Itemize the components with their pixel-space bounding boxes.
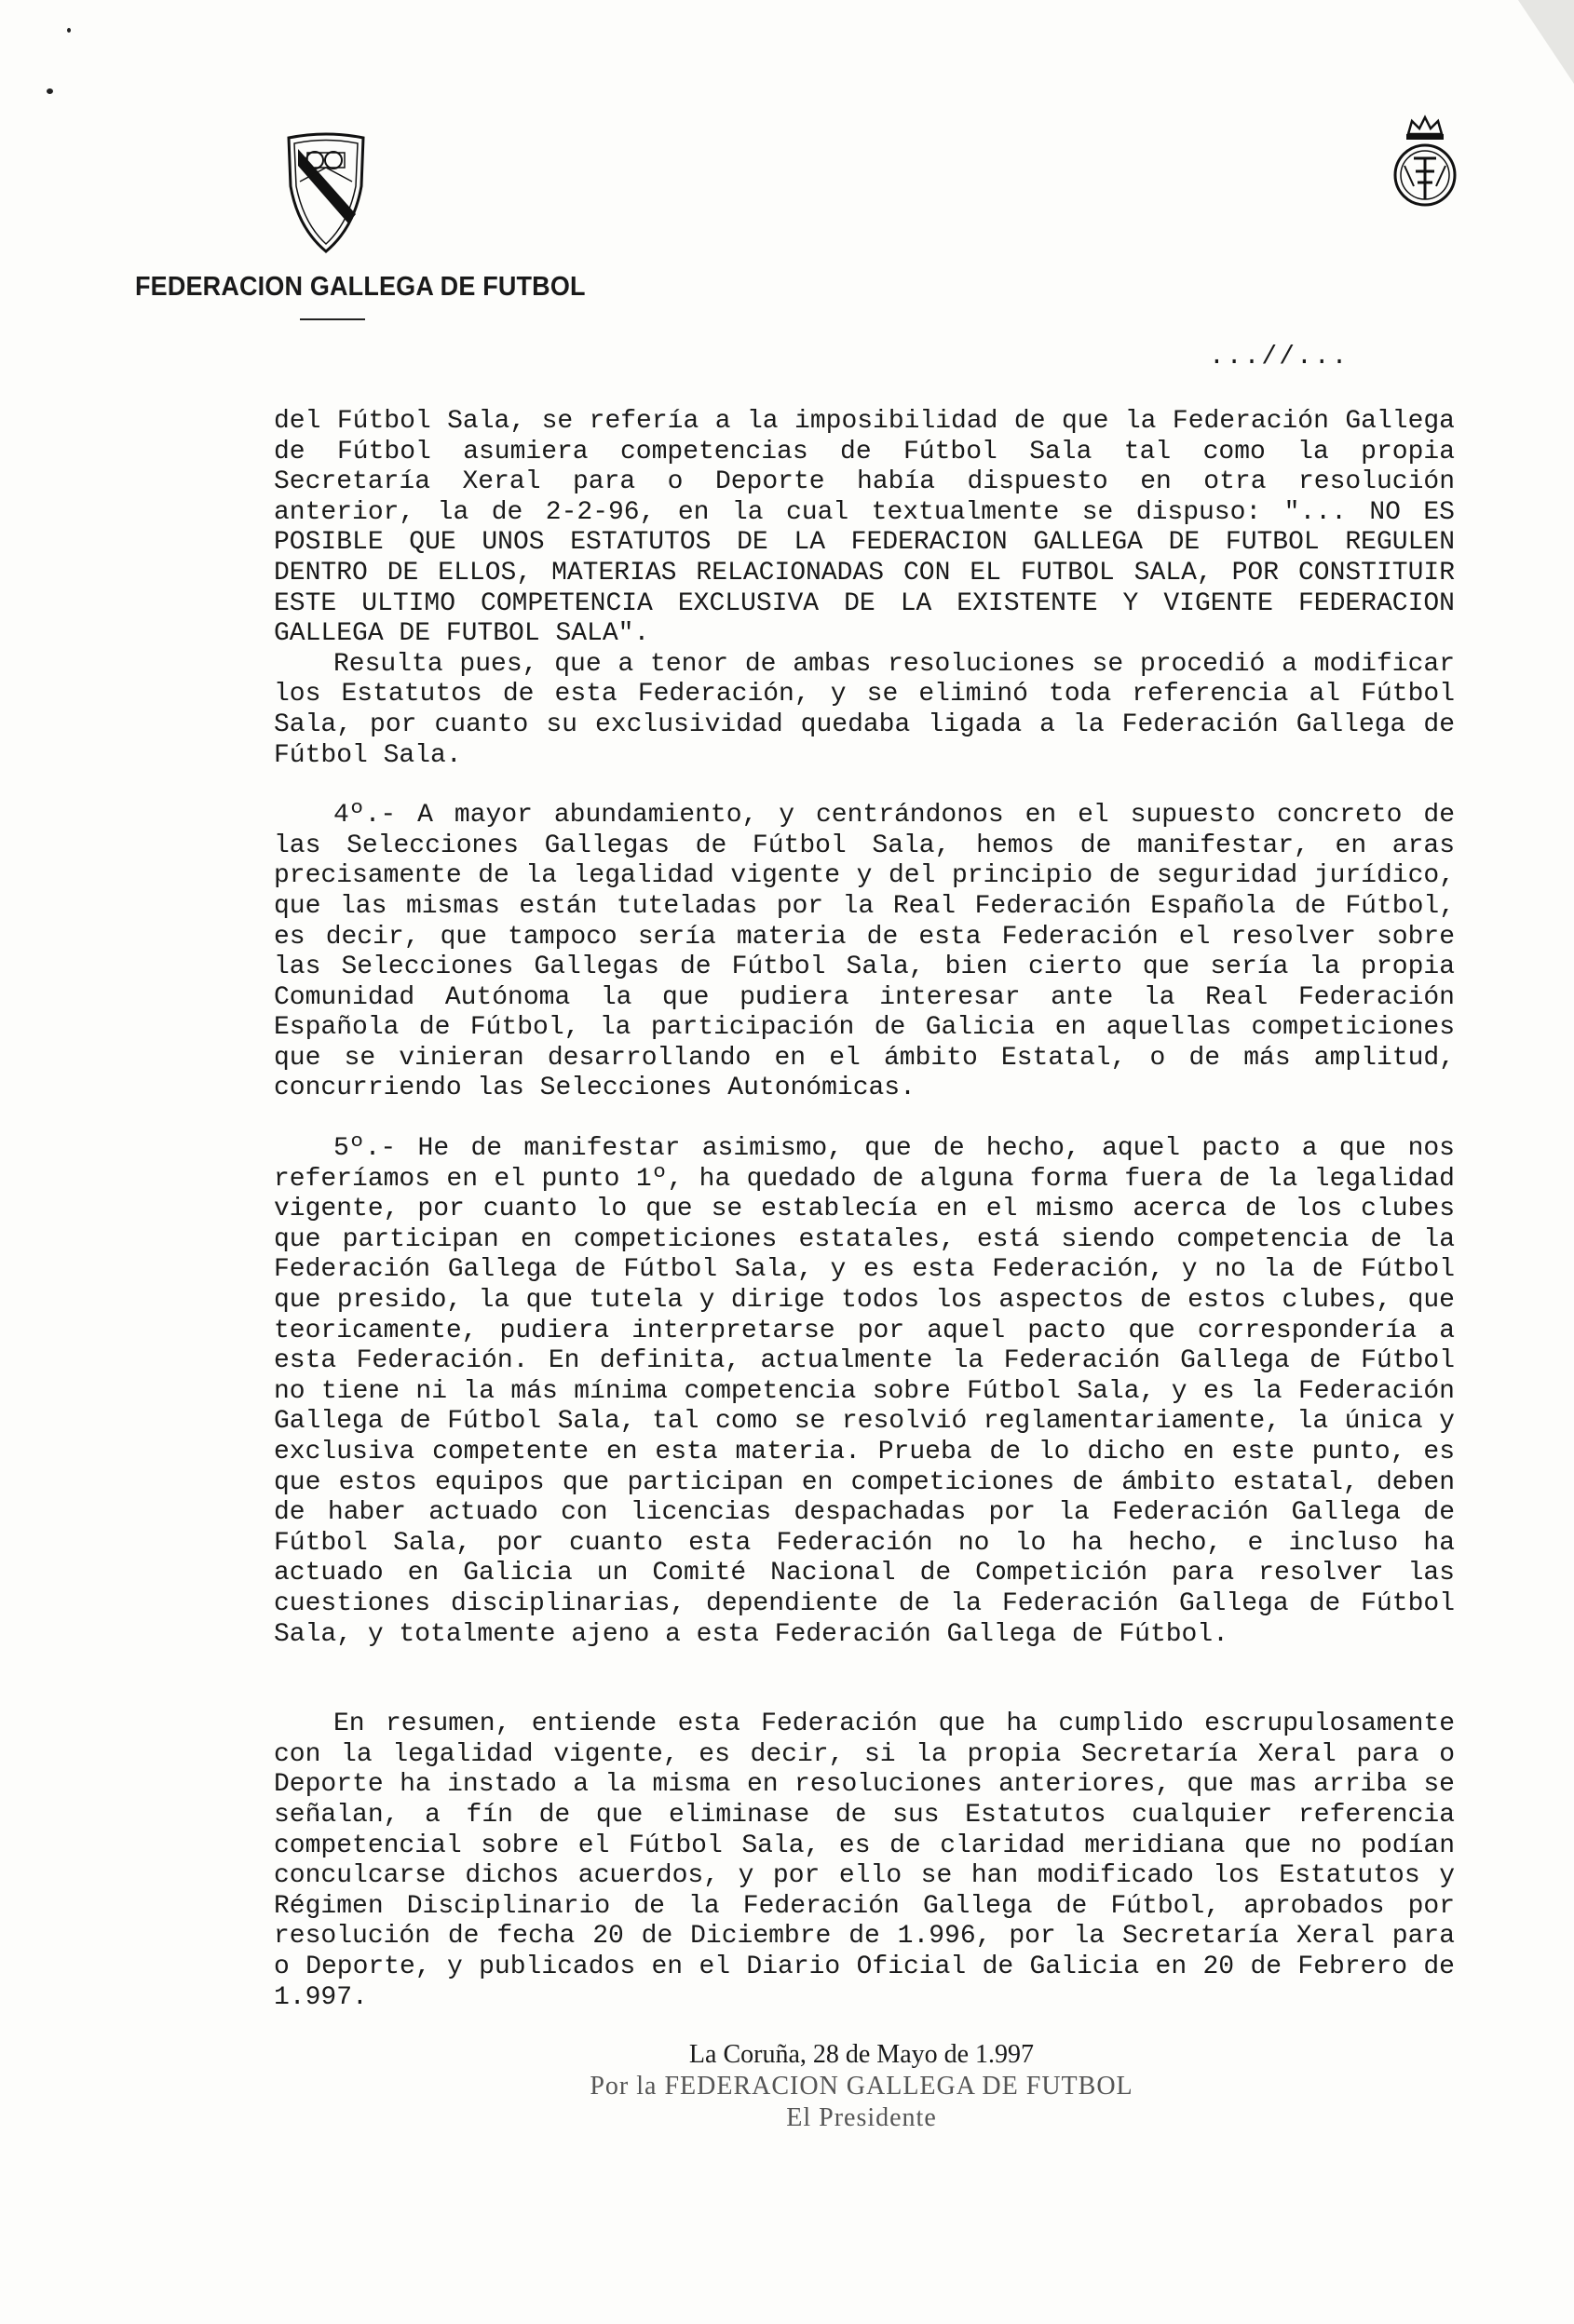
point-4-text: A mayor abundamiento, y centrándonos en el supuesto concreto de las Selecciones Gallegas de Fútbol Sala, hemos de manifestar, en aras precisamente de la legalidad vigente y del principio de seguridad jurídico, que las mismas están tuteladas por la Real Federación Española de Fútbol, es decir, que tampoco sería materia de esta Federación el resolver sobre las Selecciones Gallegas de Fútbol Sala, bien cierto que sería la propia Comunidad Autónoma la que pudiera interesar ante la Real Federación Española de Fútbol, la participación de Galicia en aquellas competiciones que se vinieran desarrollando en el ámbito Estatal, o de más amplitud, concurriendo las Selecciones Autonómicas.	[274, 801, 1455, 1103]
signatory-line: Por la FEDERACION GALLEGA DE FUTBOL	[590, 2072, 1133, 2101]
folded-corner	[1518, 0, 1574, 84]
federacion-gallega-shield-icon	[279, 130, 373, 256]
letter-body	[274, 407, 1455, 2013]
scan-speck	[67, 28, 71, 33]
organization-underline	[300, 318, 365, 320]
signatory-role: El Presidente	[786, 2103, 937, 2132]
point-4-number: 4º.-	[333, 801, 397, 831]
point-5-text: He de manifestar asimismo, que de hecho, aquel pacto a que nos referíamos en el punto 1º, ha quedado de alguna forma fuera de la legalidad vigente, por cuanto lo que se establecía en el mismo acerca de los clubes que participan en competiciones estatales, está siendo competencia de la Federación Gallega de Fútbol Sala, y es esta Federación, y no la de Fútbol que presido, la que tutela y dirige todos los aspectos de estos clubes, que teoricamente, pudiera interpretarse por aquel pacto que correspondería a esta Federación. En definita, actualmente la Federación Gallega de Fútbol no tiene ni la más mínima competencia sobre Fútbol Sala, y es la Federación Gallega de Fútbol Sala, tal como se resolvió reglamentariamente, la única y exclusiva competente en esta materia. Prueba de lo dicho en este punto, es que estos equipos que participan en competiciones de ámbito estatal, deben de haber actuado con licencias despachadas por la Federación Gallega de Fútbol Sala, por cuanto esta Federación no lo ha hecho, e incluso ha actuado en Galicia un Comité Nacional de Competición para resolver las cuestiones disciplinarias, dependiente de la Federación Gallega de Fútbol Sala, y totalmente ajeno a esta Federación Gallega de Fútbol.	[274, 1134, 1455, 1649]
point-5-number: 5º.-	[333, 1134, 397, 1164]
paragraph-resulta-pues: Resulta pues, que a tenor de ambas resoluciones se procedió a modificar los Estatutos de esta Federación, y se eliminó toda referencia al Fútbol Sala, por cuanto su exclusividad quedaba ligada a la Federación Gallega de Fútbol Sala.	[274, 649, 1455, 770]
real-federacion-crown-crest-icon	[1388, 114, 1462, 216]
scan-speck	[47, 88, 53, 94]
organization-name: FEDERACION GALLEGA DE FUTBOL	[135, 272, 586, 302]
signature-block	[522, 2039, 1201, 2134]
point-5-paragraph	[274, 1134, 1455, 1650]
paragraph-fs-continuation: del Fútbol Sala, se refería a la imposibilidad de que la Federación Gallega de Fútbol asumiera competencias de Fútbol Sala tal como la propia Secretaría Xeral para o Deporte había dispuesto en otra resolución anterior, la de 2-2-96, en la cual textualmente se dispuso: "... NO ES POSIBLE QUE UNOS ESTATUTOS DE LA FEDERACION GALLEGA DE FUTBOL REGULEN DENTRO DE ELLOS, MATERIAS RELACIONADAS CON EL FUTBOL SALA, POR CONSTITUIR ESTE ULTIMO COMPETENCIA EXCLUSIVA DE LA EXISTENTE Y VIGENTE FEDERACION GALLEGA DE FUTBOL SALA".	[274, 407, 1455, 649]
summary-paragraph: En resumen, entiende esta Federación que ha cumplido escrupulosamente con la legalidad vigente, es decir, si la propia Secretaría Xeral para o Deporte ha instado a la misma en resoluciones anteriores, que mas arriba se señalan, a fín de que eliminase de sus Estatutos cualquier referencia competencial sobre el Fútbol Sala, es de claridad meridiana que no podían conculcarse dichos acuerdos, y por ello se han modificado los Estatutos y Régimen Disciplinario de la Federación Gallega de Fútbol, aprobados por resolución de fecha 20 de Diciembre de 1.996, por la Secretaría Xeral para o Deporte, y publicados en el Diario Oficial de Galicia en 20 de Febrero de 1.997.	[274, 1709, 1455, 2012]
place-and-date: La Coruña, 28 de Mayo de 1.997	[688, 2040, 1035, 2069]
page-continuation-mark: ...//...	[1209, 343, 1350, 372]
point-4-paragraph	[274, 801, 1455, 1104]
